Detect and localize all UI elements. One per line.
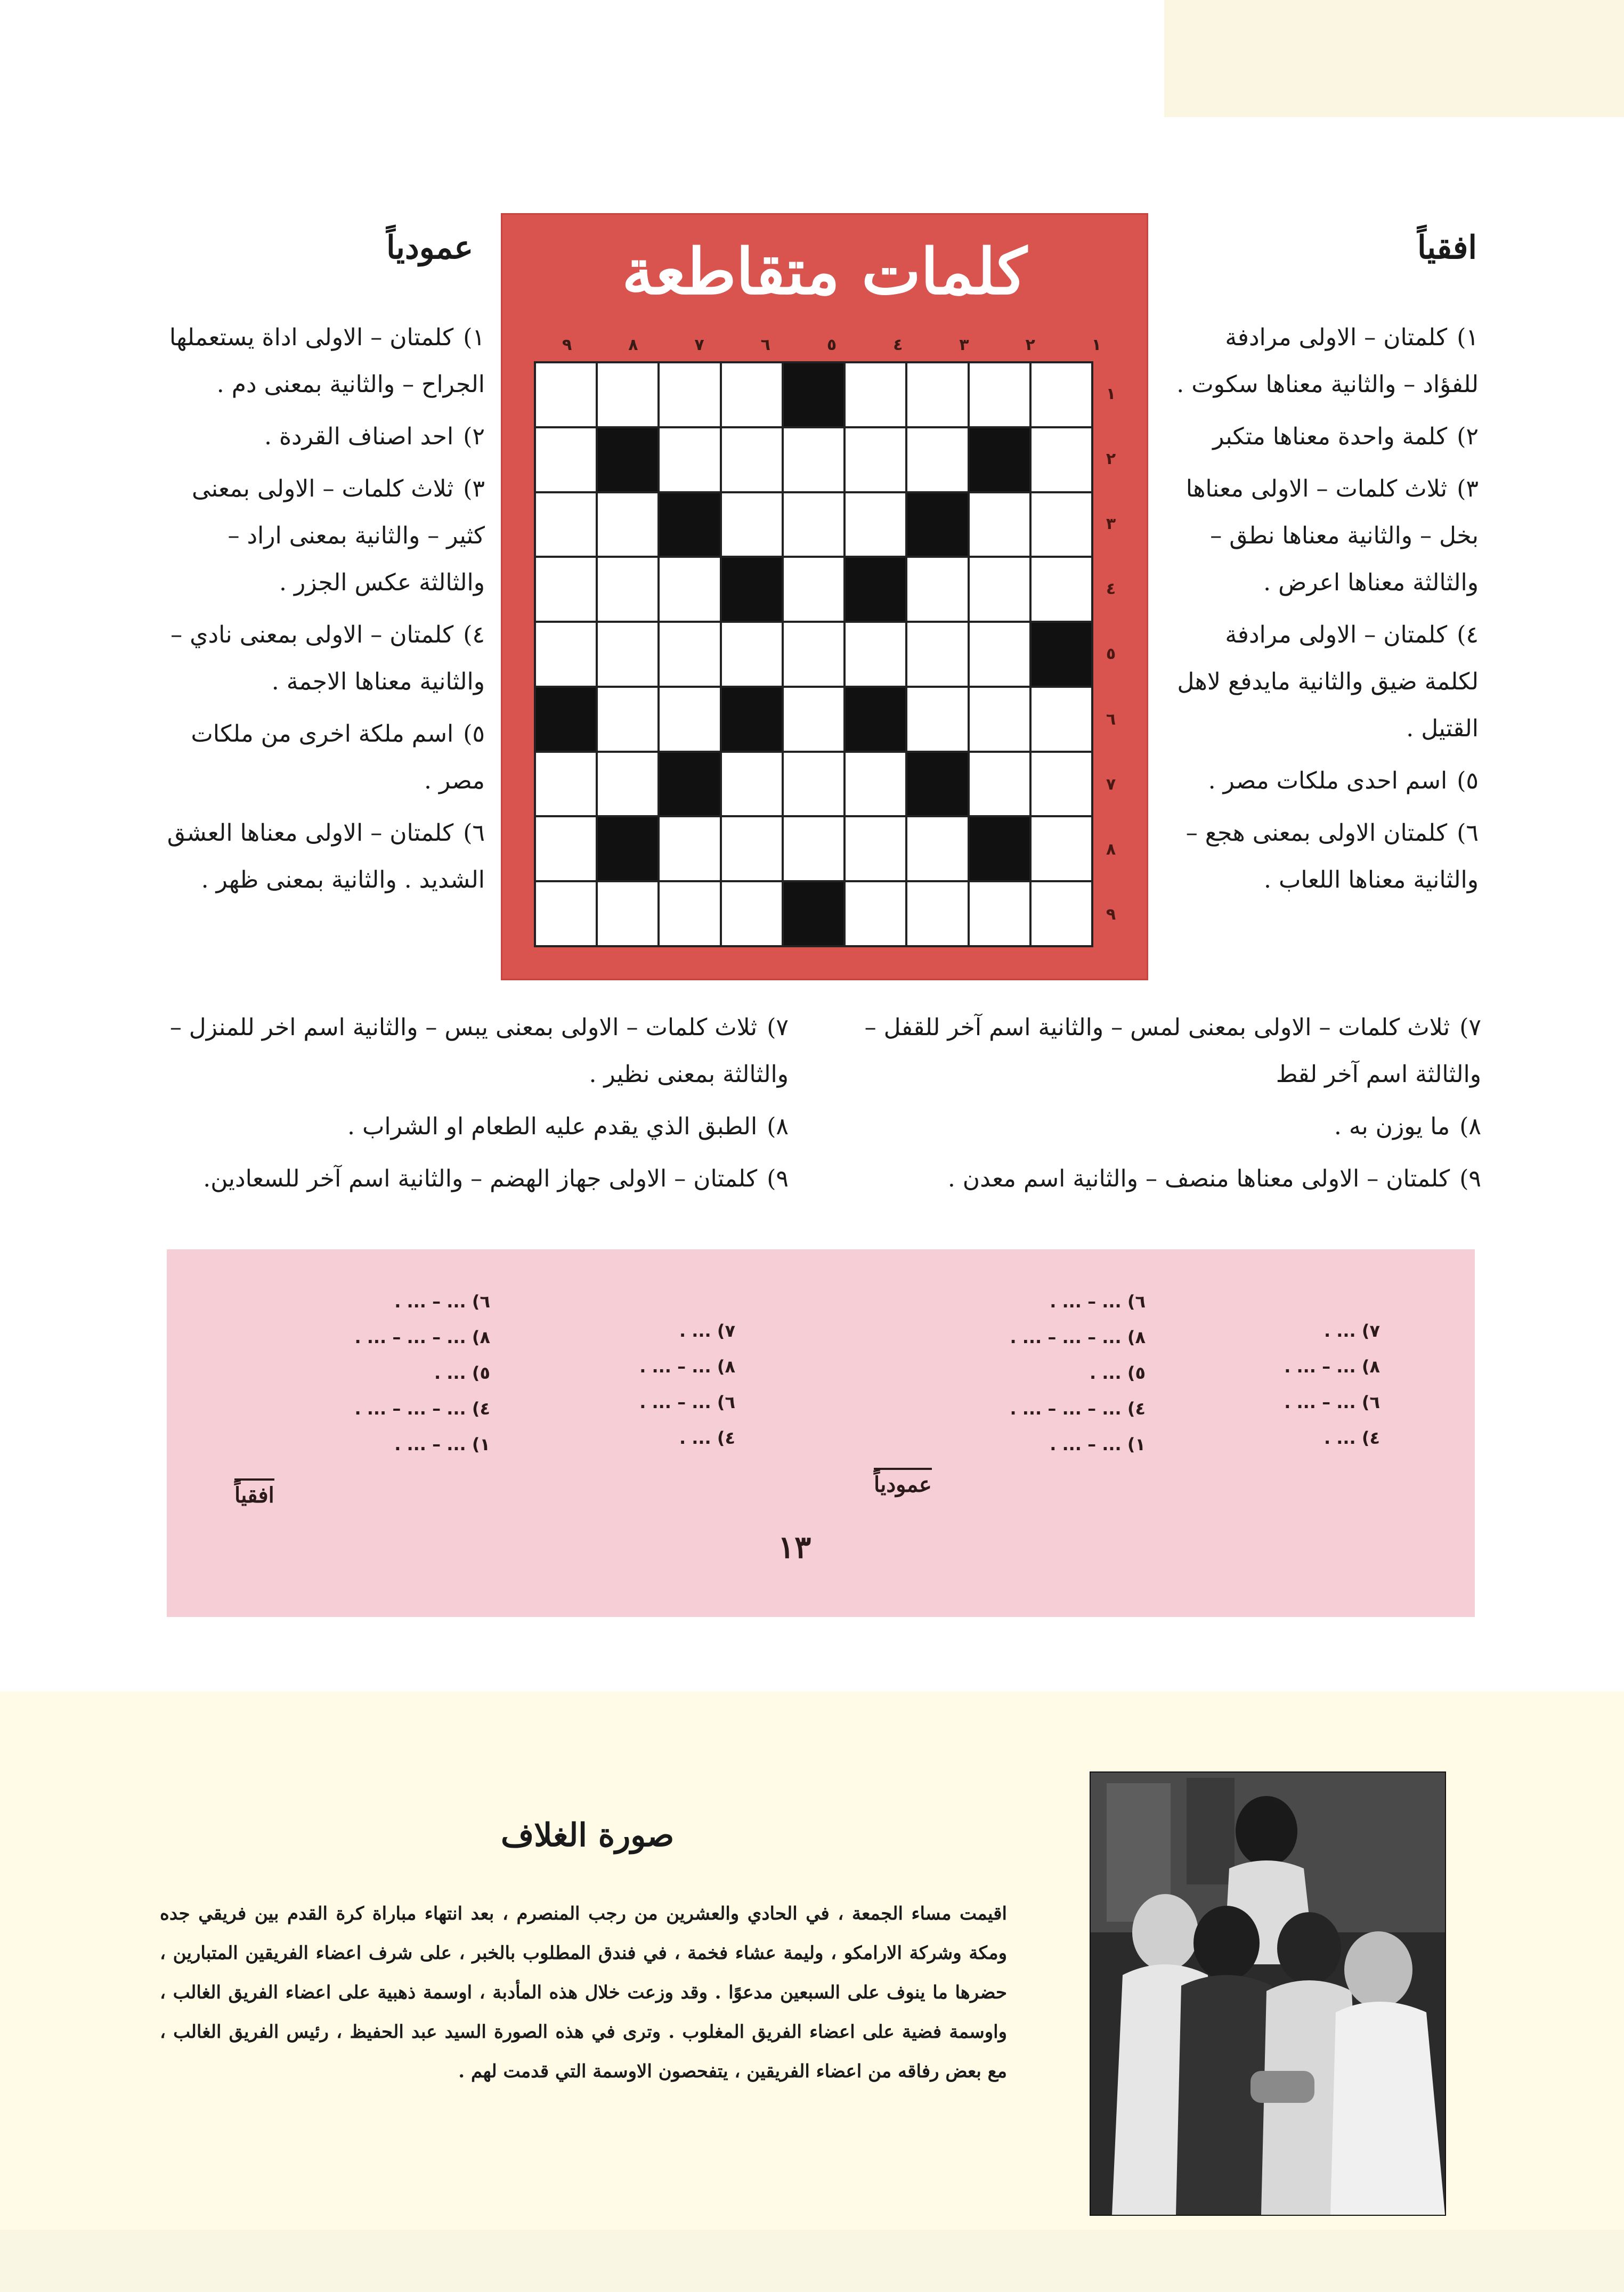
clue-number: ٦)	[1457, 819, 1479, 847]
grid-cell[interactable]	[598, 558, 657, 621]
grid-cell[interactable]	[722, 493, 782, 556]
grid-cell-black	[660, 753, 719, 816]
grid-cell[interactable]	[1032, 753, 1091, 816]
down-clue-5	[165, 711, 485, 804]
clue-text: كلمتان – الاولى معناها العشق الشديد . والثانية بمعنى ظهر .	[167, 819, 485, 893]
grid-cell[interactable]	[722, 817, 782, 880]
column-number: ٢	[1025, 336, 1035, 354]
clue-number: ٤)	[1457, 621, 1479, 648]
clue-text: اسم احدى ملكات مصر .	[1208, 767, 1448, 794]
row-number: ٧	[1106, 775, 1116, 794]
grid-cell[interactable]	[1032, 363, 1091, 426]
grid-cell[interactable]	[784, 753, 843, 816]
answers-left-col-a	[234, 1284, 490, 1462]
row-number: ٩	[1106, 905, 1116, 924]
grid-cell[interactable]	[1032, 428, 1091, 491]
grid-cell[interactable]	[970, 882, 1029, 945]
grid-cell[interactable]	[598, 623, 657, 686]
grid-cell[interactable]	[1032, 882, 1091, 945]
row-number: ٥	[1106, 645, 1116, 664]
grid-cell[interactable]	[722, 428, 782, 491]
answer-row: ٧) ... .	[679, 1321, 735, 1341]
answer-row: ٦) ... – ... .	[1050, 1291, 1146, 1312]
grid-cell[interactable]	[536, 363, 596, 426]
column-number: ٨	[628, 336, 638, 354]
answer-row: ٥) ... .	[434, 1363, 490, 1383]
clue-number: ٤)	[463, 621, 485, 648]
column-number: ٦	[760, 336, 770, 354]
across-clue-wide-3	[847, 1156, 1481, 1202]
down-clue-wide-2	[165, 1103, 789, 1150]
clue-number: ٢)	[1457, 423, 1479, 450]
group-photo-image	[1091, 1773, 1445, 2215]
across-clues	[1164, 314, 1479, 909]
grid-cell[interactable]	[660, 428, 719, 491]
down-clue-3	[165, 466, 485, 606]
grid-cell[interactable]	[907, 623, 967, 686]
answers-across-label: افقياً	[234, 1478, 274, 1508]
clue-number: ٦)	[463, 819, 485, 847]
grid-cell-black	[846, 558, 905, 621]
grid-cell[interactable]	[784, 817, 843, 880]
grid-cell-black	[598, 428, 657, 491]
grid-cell[interactable]	[846, 882, 905, 945]
grid-cell[interactable]	[784, 623, 843, 686]
grid-cell[interactable]	[784, 688, 843, 751]
clue-text: الطبق الذي يقدم عليه الطعام او الشراب .	[347, 1113, 758, 1140]
answer-row: ٨) ... – ... .	[1284, 1356, 1380, 1377]
down-clue-4	[165, 612, 485, 705]
clue-number: ١)	[463, 324, 485, 351]
crossword-puzzle	[501, 213, 1148, 980]
down-title: عمودياً	[386, 229, 474, 266]
clue-number: ٩)	[767, 1165, 789, 1192]
grid-cell[interactable]	[784, 428, 843, 491]
across-clue-6	[1164, 810, 1479, 904]
clue-text: اسم ملكة اخرى من ملكات مصر .	[191, 720, 485, 794]
across-clue-3	[1164, 466, 1479, 606]
answer-row: ٧) ... .	[1323, 1321, 1380, 1341]
grid-cell[interactable]	[970, 493, 1029, 556]
grid-cell[interactable]	[660, 817, 719, 880]
column-number: ٧	[694, 336, 704, 354]
clue-number: ٩)	[1459, 1165, 1481, 1192]
grid-cell[interactable]	[660, 363, 719, 426]
grid-cell[interactable]	[1032, 558, 1091, 621]
answer-row: ٦) ... – ... .	[639, 1392, 735, 1412]
across-wide-clues	[847, 1004, 1481, 1208]
grid-cell[interactable]	[970, 623, 1029, 686]
across-clue-wide-1	[847, 1004, 1481, 1098]
row-numbers	[1095, 361, 1127, 947]
grid-cell[interactable]	[660, 688, 719, 751]
grid-cell-black	[784, 882, 843, 945]
clue-number: ١)	[1457, 324, 1479, 351]
across-title: افقياً	[1417, 229, 1477, 266]
clue-text: كلمتان – الاولى معناها منصف – والثانية اسم معدن .	[947, 1165, 1450, 1192]
clue-number: ٥)	[1457, 767, 1479, 794]
across-clue-2	[1164, 413, 1479, 460]
grid-cell[interactable]	[722, 623, 782, 686]
grid-cell[interactable]	[970, 688, 1029, 751]
column-number: ٩	[562, 336, 572, 354]
grid-cell[interactable]	[907, 882, 967, 945]
answers-center-mark: ١٣	[778, 1529, 811, 1565]
clue-number: ٧)	[1459, 1014, 1481, 1041]
clue-number: ٥)	[463, 720, 485, 747]
grid-cell-black	[970, 817, 1029, 880]
clue-text: ثلاث كلمات – الاولى بمعنى لمس – والثانية اسم آخر للقفل – والثالثة اسم آخر لقط	[864, 1014, 1481, 1088]
answer-row: ١) ... – ... .	[394, 1434, 490, 1454]
grid-cell[interactable]	[660, 558, 719, 621]
grid-cell[interactable]	[907, 817, 967, 880]
grid-cell[interactable]	[598, 688, 657, 751]
clue-text: ما يوزن به .	[1334, 1113, 1450, 1140]
answer-row: ٤) ... .	[679, 1428, 735, 1448]
grid-cell[interactable]	[536, 623, 596, 686]
column-number: ١	[1091, 336, 1102, 354]
grid-cell[interactable]	[907, 363, 967, 426]
row-number: ٦	[1106, 710, 1116, 729]
grid-cell-black	[722, 558, 782, 621]
down-clue-6	[165, 810, 485, 904]
across-clue-4	[1164, 612, 1479, 752]
across-clue-wide-2	[847, 1103, 1481, 1150]
puzzle-title: كلمات متقاطعة	[622, 234, 1027, 308]
row-number: ٣	[1106, 515, 1116, 534]
down-clues	[165, 314, 485, 909]
grid-cell-black	[970, 428, 1029, 491]
column-number: ٥	[826, 336, 837, 354]
grid-cell[interactable]	[722, 753, 782, 816]
grid-cell-black	[722, 688, 782, 751]
grid-cell[interactable]	[536, 428, 596, 491]
grid-cell-black	[846, 688, 905, 751]
answers-right-col-a	[895, 1284, 1146, 1462]
grid-cell[interactable]	[1032, 493, 1091, 556]
column-numbers	[534, 336, 1130, 362]
grid-cell[interactable]	[536, 817, 596, 880]
answer-row: ٤) ... .	[1323, 1428, 1380, 1448]
grid-cell[interactable]	[598, 493, 657, 556]
row-number: ٤	[1106, 580, 1116, 599]
down-clue-wide-3	[165, 1156, 789, 1202]
row-number: ٨	[1106, 840, 1116, 859]
down-clue-wide-1	[165, 1004, 789, 1098]
grid-cell[interactable]	[846, 363, 905, 426]
clue-text: احد اصناف القردة .	[264, 423, 454, 450]
grid-cell[interactable]	[598, 363, 657, 426]
answer-row: ٥) ... .	[1089, 1363, 1146, 1383]
answer-row: ١) ... – ... .	[1050, 1434, 1146, 1454]
grid-cell[interactable]	[598, 882, 657, 945]
answer-row: ٤) ... – ... – ... .	[354, 1399, 490, 1419]
clue-number: ٨)	[1459, 1113, 1481, 1140]
across-clue-1	[1164, 314, 1479, 408]
grid-cell[interactable]	[1032, 817, 1091, 880]
clue-text: كلمتان – الاولى جهاز الهضم – والثانية اسم آخر للسعادين.	[203, 1165, 758, 1192]
down-wide-clues	[165, 1004, 789, 1208]
clue-text: ثلاث كلمات – الاولى معناها بخل – والثانية معناها نطق – والثالثة معناها اعرض .	[1185, 475, 1479, 596]
clue-number: ٢)	[463, 423, 485, 450]
grid-cell[interactable]	[970, 753, 1029, 816]
grid-cell[interactable]	[536, 882, 596, 945]
grid-cell[interactable]	[846, 817, 905, 880]
clue-number: ٨)	[767, 1113, 789, 1140]
grid-cell-black	[536, 688, 596, 751]
cover-title: صورة الغلاف	[501, 1817, 675, 1854]
grid-cell[interactable]	[846, 493, 905, 556]
crossword-grid	[534, 361, 1093, 947]
grid-cell[interactable]	[1032, 688, 1091, 751]
grid-cell[interactable]	[722, 882, 782, 945]
answers-right-col-b	[1188, 1313, 1380, 1456]
answers-down-label: عمودياً	[874, 1468, 932, 1497]
answers-left-col-b	[543, 1313, 735, 1456]
clue-number: ٧)	[767, 1014, 789, 1041]
clue-number: ٣)	[1457, 475, 1479, 502]
grid-cell[interactable]	[907, 428, 967, 491]
clue-text: كلمتان – الاولى مرادفة لكلمة ضيق والثانية مايدفع لاهل القتيل .	[1177, 621, 1479, 742]
clue-text: كلمتان – الاولى مرادفة للفؤاد – والثانية معناها سكوت .	[1176, 324, 1479, 398]
grid-cell-black	[1032, 623, 1091, 686]
answer-row: ٨) ... – ... .	[639, 1356, 735, 1377]
grid-cell[interactable]	[598, 753, 657, 816]
answer-row: ٨) ... – ... – ... .	[354, 1327, 490, 1347]
clue-number: ٣)	[463, 475, 485, 502]
grid-cell-black	[907, 493, 967, 556]
clue-text: كلمتان الاولى بمعنى هجع – والثانية معناها اللعاب .	[1185, 819, 1479, 893]
grid-cell-black	[784, 363, 843, 426]
clue-text: كلمتان – الاولى اداة يستعملها الجراح – والثانية بمعنى دم .	[169, 324, 485, 398]
grid-cell[interactable]	[784, 558, 843, 621]
grid-cell[interactable]	[722, 363, 782, 426]
page-bottom-strip	[0, 2230, 1624, 2292]
grid-cell[interactable]	[970, 558, 1029, 621]
clue-text: كلمتان – الاولى بمعنى نادي – والثانية معناها الاجمة .	[170, 621, 485, 695]
grid-cell[interactable]	[536, 558, 596, 621]
grid-cell[interactable]	[846, 753, 905, 816]
grid-cell-black	[598, 817, 657, 880]
down-clue-2	[165, 413, 485, 460]
grid-cell[interactable]	[846, 428, 905, 491]
grid-cell[interactable]	[784, 493, 843, 556]
column-number: ٤	[893, 336, 903, 354]
grid-cell[interactable]	[660, 882, 719, 945]
cover-caption: اقيمت مساء الجمعة ، في الحادي والعشرين من رجب المنصرم ، بعد انتهاء مباراة كرة القدم بين فريقي جده ومكة وشركة الارامكو ، وليمة عشاء فخمة ، في فندق المطلوب بالخبر ، على شرف اعضاء الفريقين المتبارين ، حضرها ما ينوف على السبعين مدعوًا . وقد وزعت خلال هذه المأدبة ، اوسمة ذهبية على اعضاء الفريق الغالب ، واوسمة فضية على اعضاء الفريق المغلوب . وترى في هذه الصورة السيد عبد الحفيظ ، رئيس الفريق الغالب ، مع بعض رفاقه من اعضاء الفريقين ، يتفحصون الاوسمة التي قدمت لهم .	[160, 1903, 1007, 2082]
down-clue-1	[165, 314, 485, 408]
row-number: ٢	[1106, 449, 1116, 468]
cover-photo	[1090, 1771, 1446, 2216]
clue-text: ثلاث كلمات – الاولى بمعنى يبس – والثانية اسم اخر للمنزل – والثالثة بمعنى نظير .	[169, 1014, 789, 1088]
clue-text: كلمة واحدة معناها متكبر	[1213, 423, 1448, 450]
column-number: ٣	[959, 336, 969, 354]
clue-text: ثلاث كلمات – الاولى بمعنى كثير – والثانية بمعنى اراد – والثالثة عكس الجزر .	[192, 475, 485, 596]
answer-row: ٤) ... – ... – ... .	[1010, 1399, 1146, 1419]
cream-margin-top	[1164, 0, 1624, 117]
across-clue-5	[1164, 758, 1479, 804]
grid-cell[interactable]	[536, 753, 596, 816]
grid-cell[interactable]	[970, 363, 1029, 426]
grid-cell[interactable]	[907, 688, 967, 751]
grid-cell[interactable]	[907, 558, 967, 621]
answer-row: ٦) ... – ... .	[394, 1291, 490, 1312]
grid-cell-black	[907, 753, 967, 816]
grid-cell[interactable]	[846, 623, 905, 686]
grid-cell-black	[660, 493, 719, 556]
grid-cell[interactable]	[536, 493, 596, 556]
answer-row: ٨) ... – ... – ... .	[1010, 1327, 1146, 1347]
answer-row: ٦) ... – ... .	[1284, 1392, 1380, 1412]
grid-cell[interactable]	[660, 623, 719, 686]
row-number: ١	[1106, 384, 1116, 403]
